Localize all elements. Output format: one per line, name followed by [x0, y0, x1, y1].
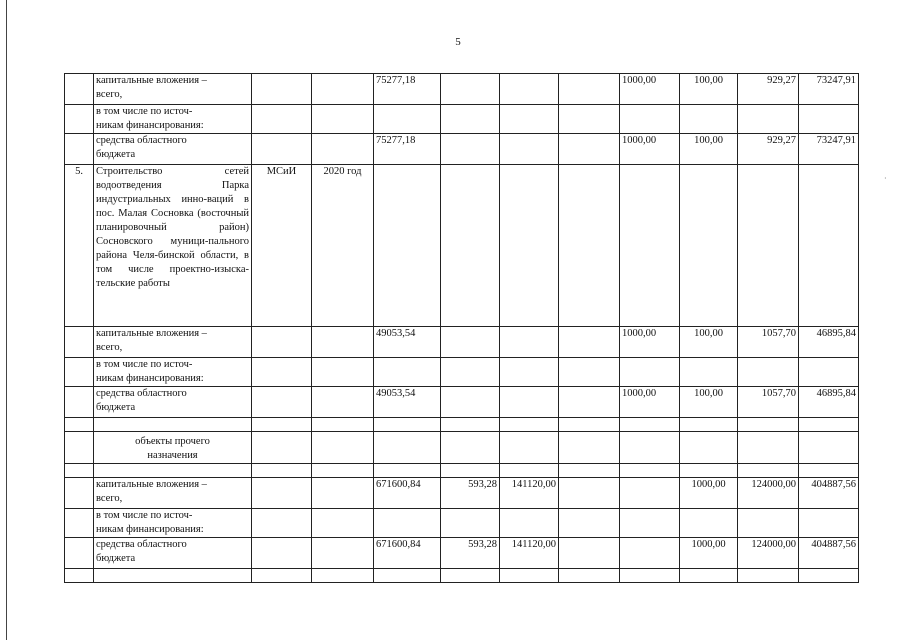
value-cell — [559, 418, 620, 432]
value-cell: 100,00 — [680, 387, 738, 418]
value-cell — [374, 165, 441, 327]
row-number-cell: 5. — [65, 165, 94, 327]
row-number-cell — [65, 327, 94, 358]
responsible-cell — [252, 509, 312, 538]
value-cell — [559, 464, 620, 478]
table-row — [65, 418, 859, 432]
responsible-cell — [252, 569, 312, 583]
row-number-cell — [65, 105, 94, 134]
table-row — [65, 509, 859, 538]
value-cell — [559, 165, 620, 327]
responsible-cell — [252, 358, 312, 387]
table-row — [65, 432, 859, 464]
value-cell — [680, 418, 738, 432]
value-cell — [441, 358, 500, 387]
value-cell: 929,27 — [738, 74, 799, 105]
value-cell — [441, 418, 500, 432]
value-cell — [374, 509, 441, 538]
value-cell: 671600,84 — [374, 538, 441, 569]
value-cell — [374, 418, 441, 432]
value-cell: 593,28 — [441, 478, 500, 509]
value-cell — [500, 105, 559, 134]
value-cell: 73247,91 — [799, 134, 859, 165]
table-row — [65, 478, 859, 509]
value-cell — [559, 358, 620, 387]
value-cell — [738, 569, 799, 583]
description-cell: Строительство сетей водоотведения Парка индустриальных инно-ваций в пос. Малая Сосновка (восточный планировочный район) Сосновского муници-пального района Челя-бинской области, в том числе проектно-изыска-тельские работы — [94, 165, 252, 327]
description-cell: в том числе по источ- никам финансирования: — [94, 105, 252, 134]
value-cell — [500, 327, 559, 358]
description-cell — [94, 464, 252, 478]
value-cell — [738, 464, 799, 478]
value-cell — [441, 569, 500, 583]
left-margin-rule — [6, 0, 7, 640]
value-cell — [374, 358, 441, 387]
value-cell: 49053,54 — [374, 387, 441, 418]
period-cell — [312, 478, 374, 509]
value-cell — [799, 105, 859, 134]
table-row — [65, 74, 859, 105]
period-cell — [312, 387, 374, 418]
responsible-cell — [252, 105, 312, 134]
value-cell — [559, 105, 620, 134]
table-row — [65, 569, 859, 583]
description-cell: средства областного бюджета — [94, 134, 252, 165]
value-cell — [799, 464, 859, 478]
row-number-cell — [65, 358, 94, 387]
value-cell — [441, 509, 500, 538]
value-cell — [738, 358, 799, 387]
value-cell — [680, 105, 738, 134]
value-cell: 73247,91 — [799, 74, 859, 105]
description-cell: капитальные вложения – всего, — [94, 74, 252, 105]
period-cell — [312, 418, 374, 432]
value-cell — [374, 105, 441, 134]
value-cell — [799, 418, 859, 432]
value-cell — [441, 387, 500, 418]
table-row — [65, 134, 859, 165]
responsible-cell — [252, 538, 312, 569]
value-cell — [620, 478, 680, 509]
value-cell — [680, 432, 738, 464]
value-cell: 929,27 — [738, 134, 799, 165]
value-cell — [738, 165, 799, 327]
description-cell: в том числе по источ- никам финансирования: — [94, 358, 252, 387]
table-row — [65, 464, 859, 478]
period-cell — [312, 432, 374, 464]
responsible-cell — [252, 327, 312, 358]
description-cell: средства областного бюджета — [94, 387, 252, 418]
value-cell — [738, 418, 799, 432]
value-cell: 1000,00 — [620, 134, 680, 165]
value-cell — [559, 327, 620, 358]
value-cell — [441, 165, 500, 327]
value-cell — [738, 509, 799, 538]
value-cell: 1000,00 — [620, 327, 680, 358]
page-number: 5 — [455, 36, 461, 48]
period-cell — [312, 358, 374, 387]
value-cell: 1000,00 — [620, 387, 680, 418]
value-cell: 1000,00 — [620, 74, 680, 105]
period-cell — [312, 509, 374, 538]
value-cell — [620, 105, 680, 134]
value-cell — [559, 538, 620, 569]
value-cell — [680, 165, 738, 327]
value-cell — [799, 165, 859, 327]
value-cell: 1057,70 — [738, 327, 799, 358]
value-cell — [738, 105, 799, 134]
row-number-cell — [65, 509, 94, 538]
value-cell — [680, 509, 738, 538]
row-number-cell — [65, 387, 94, 418]
table-row — [65, 165, 859, 327]
value-cell: 404887,56 — [799, 538, 859, 569]
table-row — [65, 358, 859, 387]
value-cell: 100,00 — [680, 74, 738, 105]
value-cell — [620, 418, 680, 432]
responsible-cell — [252, 432, 312, 464]
value-cell — [680, 569, 738, 583]
budget-table — [64, 73, 859, 583]
value-cell — [374, 432, 441, 464]
value-cell: 46895,84 — [799, 327, 859, 358]
period-cell — [312, 538, 374, 569]
value-cell — [620, 432, 680, 464]
value-cell — [500, 509, 559, 538]
value-cell: 1057,70 — [738, 387, 799, 418]
responsible-cell — [252, 464, 312, 478]
value-cell: 671600,84 — [374, 478, 441, 509]
value-cell — [620, 538, 680, 569]
value-cell — [374, 464, 441, 478]
value-cell — [500, 464, 559, 478]
value-cell — [374, 569, 441, 583]
value-cell: 124000,00 — [738, 478, 799, 509]
value-cell — [559, 478, 620, 509]
row-number-cell — [65, 418, 94, 432]
description-cell: средства областного бюджета — [94, 538, 252, 569]
responsible-cell — [252, 387, 312, 418]
value-cell — [500, 358, 559, 387]
value-cell — [799, 569, 859, 583]
value-cell — [441, 432, 500, 464]
value-cell: 75277,18 — [374, 74, 441, 105]
value-cell — [620, 569, 680, 583]
value-cell — [799, 358, 859, 387]
value-cell — [559, 387, 620, 418]
period-cell: 2020 год — [312, 165, 374, 327]
value-cell — [441, 134, 500, 165]
value-cell — [559, 74, 620, 105]
responsible-cell — [252, 74, 312, 105]
value-cell: 141120,00 — [500, 478, 559, 509]
value-cell — [500, 387, 559, 418]
value-cell — [441, 464, 500, 478]
value-cell — [738, 432, 799, 464]
value-cell — [500, 134, 559, 165]
value-cell — [559, 569, 620, 583]
value-cell: 141120,00 — [500, 538, 559, 569]
value-cell: 49053,54 — [374, 327, 441, 358]
value-cell: 1000,00 — [680, 478, 738, 509]
row-number-cell — [65, 432, 94, 464]
period-cell — [312, 569, 374, 583]
margin-mark: · — [884, 174, 887, 183]
value-cell — [799, 432, 859, 464]
value-cell — [441, 105, 500, 134]
period-cell — [312, 134, 374, 165]
row-number-cell — [65, 74, 94, 105]
value-cell — [500, 569, 559, 583]
value-cell: 593,28 — [441, 538, 500, 569]
table-row — [65, 387, 859, 418]
value-cell — [620, 165, 680, 327]
row-number-cell — [65, 134, 94, 165]
value-cell — [559, 432, 620, 464]
period-cell — [312, 74, 374, 105]
value-cell — [500, 432, 559, 464]
period-cell — [312, 464, 374, 478]
value-cell — [620, 358, 680, 387]
value-cell: 1000,00 — [680, 538, 738, 569]
value-cell: 404887,56 — [799, 478, 859, 509]
value-cell — [559, 134, 620, 165]
value-cell — [620, 509, 680, 538]
row-number-cell — [65, 569, 94, 583]
table-row — [65, 327, 859, 358]
value-cell — [500, 165, 559, 327]
value-cell: 124000,00 — [738, 538, 799, 569]
description-cell — [94, 418, 252, 432]
value-cell — [500, 418, 559, 432]
value-cell — [559, 509, 620, 538]
responsible-cell — [252, 418, 312, 432]
value-cell — [680, 358, 738, 387]
responsible-cell: МСиИ — [252, 165, 312, 327]
value-cell: 100,00 — [680, 327, 738, 358]
period-cell — [312, 105, 374, 134]
value-cell — [620, 464, 680, 478]
row-number-cell — [65, 538, 94, 569]
value-cell — [441, 327, 500, 358]
description-cell: капитальные вложения – всего, — [94, 327, 252, 358]
value-cell: 100,00 — [680, 134, 738, 165]
value-cell: 46895,84 — [799, 387, 859, 418]
period-cell — [312, 327, 374, 358]
value-cell: 75277,18 — [374, 134, 441, 165]
description-cell: в том числе по источ- никам финансирования: — [94, 509, 252, 538]
description-cell: капитальные вложения – всего, — [94, 478, 252, 509]
table-row — [65, 538, 859, 569]
responsible-cell — [252, 478, 312, 509]
description-cell — [94, 569, 252, 583]
row-number-cell — [65, 464, 94, 478]
value-cell — [441, 74, 500, 105]
value-cell — [500, 74, 559, 105]
responsible-cell — [252, 134, 312, 165]
value-cell — [799, 509, 859, 538]
value-cell — [680, 464, 738, 478]
row-number-cell — [65, 478, 94, 509]
table-row — [65, 105, 859, 134]
description-cell: объекты прочего назначения — [94, 432, 252, 464]
